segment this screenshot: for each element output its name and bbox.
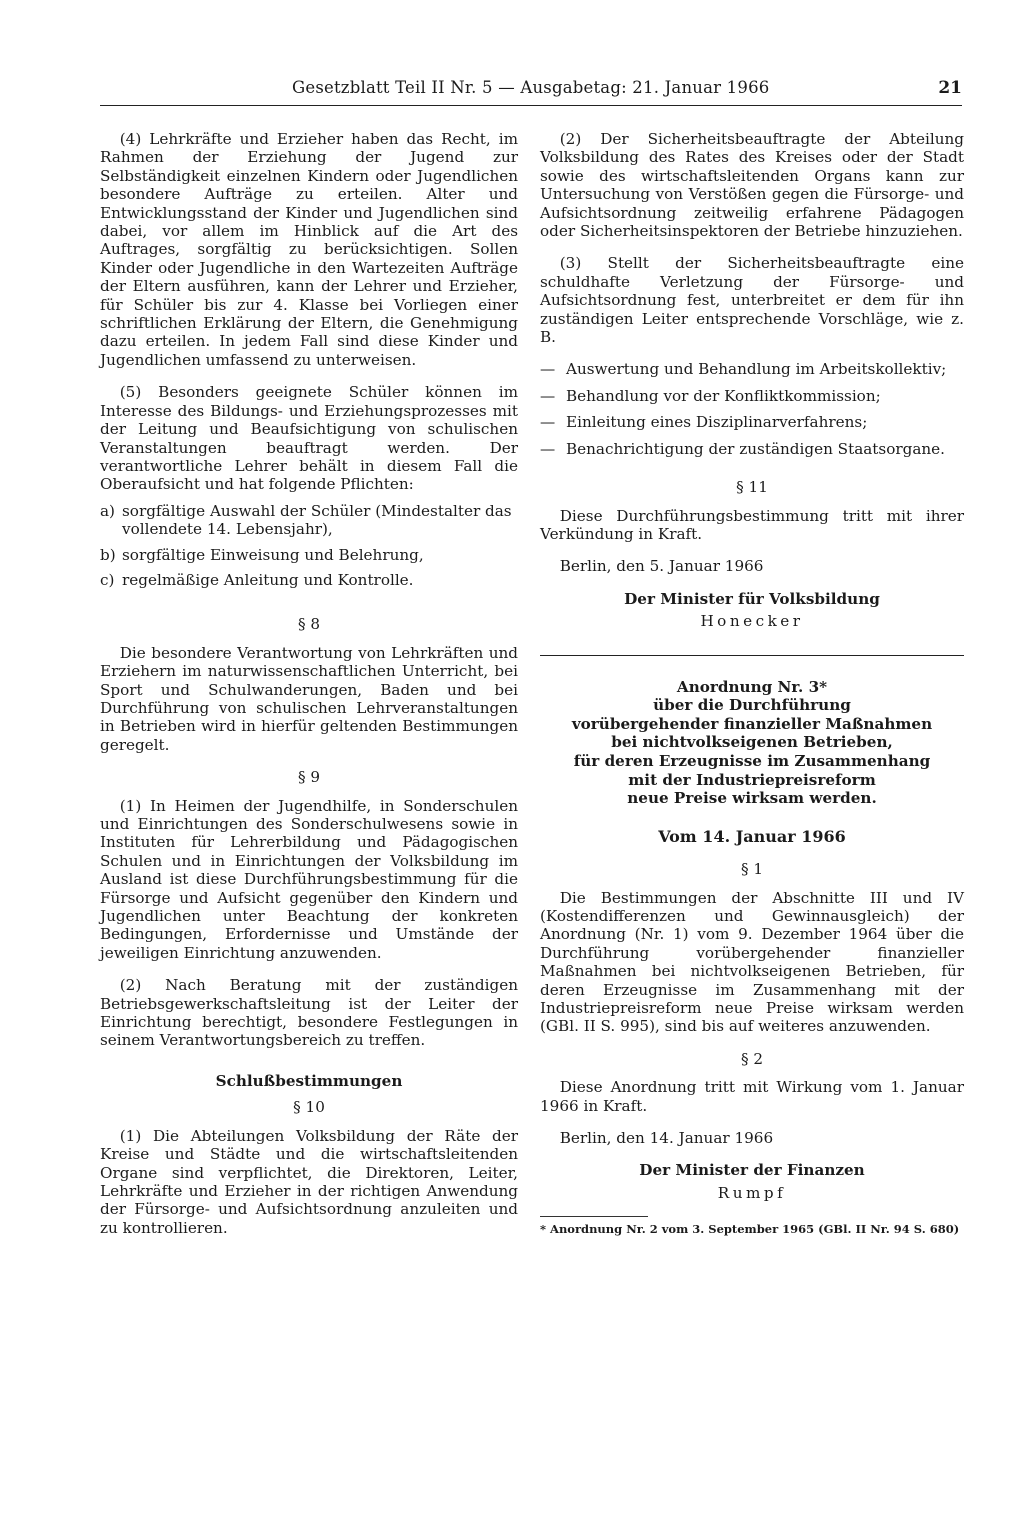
list-marker: a) [100, 501, 115, 520]
final-provisions-heading: Schlußbestimmungen [215, 1071, 403, 1090]
section-8-heading: § 8 [297, 615, 321, 634]
header-title: Gesetzblatt Teil II Nr. 5 — Ausgabetag: 21. Januar 1966 [292, 78, 770, 97]
section-10-paragraph-2: (2) Der Sicherheitsbeauftragte der Abteilung Volksbildung des Rates des Kreises oder der Stadt sowie des wirtschaftsleitenden Organs kann zur Untersuchung von Verstößen gegen die Fürsorge- und Aufsichtsordnung zeitweilig erfahrene Pädagogen oder Sicherheitsinspektoren der Betriebe hinzuziehen. [540, 130, 964, 241]
order-title-line: Anordnung Nr. 3* [676, 677, 828, 696]
city-date-1: Berlin, den 5. Januar 1966 [559, 557, 764, 576]
section-9-heading: § 9 [297, 768, 321, 787]
order-section-2-text: Diese Anordnung tritt mit Wirkung vom 1. Januar 1966 in Kraft. [540, 1078, 964, 1115]
list-text: Benachrichtigung der zuständigen Staatsorgane. [566, 439, 945, 458]
section-9-paragraph-1: (1) In Heimen der Jugendhilfe, in Sonderschulen und Einrichtungen des Sonderschulwesens sowie in Instituten für Lehrerbildung und Pädagogischen Schulen und in Einrichtungen der Volksbildung im Ausland ist diese Durchführungsbestimmung für die Fürsorge und Aufsicht gegenüber den Kindern und Jugendlichen unter Beachtung der konkreten Bedingungen, Erfordernisse und Umstände der jeweiligen Einrichtung anzuwenden. [100, 796, 518, 962]
list-text: sorgfältige Auswahl der Schüler (Mindestalter das vollendete 14. Lebensjahr), [122, 501, 512, 539]
section-10-heading: § 10 [293, 1098, 325, 1117]
header-rule [100, 105, 962, 106]
minister-title-1: Der Minister für Volksbildung [624, 589, 880, 608]
list-text: regelmäßige Anleitung und Kontrolle. [122, 570, 414, 589]
list-item [540, 413, 964, 431]
city-date-2: Berlin, den 14. Januar 1966 [559, 1128, 774, 1147]
dash-marker: — [540, 413, 556, 432]
section-10-paragraph-3: (3) Stellt der Sicherheitsbeauftragte eine schuldhafte Verletzung der Fürsorge- und Aufsichtsordnung fest, unterbreitet er dem für ihn zuständigen Leiter entsprechende Vorschläge, wie z. B. [540, 254, 964, 347]
right-column [540, 130, 964, 1237]
footnote: * Anordnung Nr. 2 vom 3. September 1965 (GBl. II Nr. 94 S. 680) [540, 1222, 960, 1237]
list-item [100, 502, 518, 539]
order-title-line: über die Durchführung [653, 696, 851, 715]
order-section-1-text: Die Bestimmungen der Abschnitte III und IV (Kostendifferenzen und Gewinnausgleich) der Anordnung (Nr. 1) vom 9. Dezember 1964 über die Durchführung vorübergehender finanzieller Maßnahmen bei nichtvolkseigenen Betrieben, für deren Erzeugnisse im Zusammenhang mit der Industriepreisreform neue Preise wirksam werden (GBl. II S. 995), sind bis auf weiteres anzuwenden. [540, 888, 964, 1036]
dash-marker: — [540, 439, 556, 458]
section-10-paragraph-1: (1) Die Abteilungen Volksbildung der Räte der Kreise und Städte und die wirtschaftsleitenden Organe sind verpflichtet, die Direktoren, Leiter, Lehrkräfte und Erzieher in der richtigen Anwendung der Fürsorge- und Aufsichtsordnung anzuleiten und zu kontrollieren. [100, 1126, 518, 1237]
measures-list [540, 360, 964, 458]
minister-name-2: Rumpf [717, 1183, 787, 1202]
order-section-2-heading: § 2 [740, 1049, 764, 1068]
dash-marker: — [540, 386, 556, 405]
footnote-rule [540, 1216, 648, 1217]
paragraph-4: (4) Lehrkräfte und Erzieher haben das Recht, im Rahmen der Erziehung der Jugend zur Selbständigkeit einzelnen Kindern oder Jugendlichen besondere Aufträge zu erteilen. Alter und Entwicklungsstand der Kinder und Jugendlichen sind dabei, vor allem im Hinblick auf die Art des Auftrages, sorgfältig zu berücksichtigen. Sollen Kinder oder Jugendliche in den Wartezeiten Aufträge der Eltern ausführen, kann der Lehrer und Erzieher, für Schüler bis zur 4. Klasse bei Vorliegen einer schriftlichen Erklärung der Eltern, die Genehmigung dazu erteilen. In jedem Fall sind diese Kinder und Jugendlichen umfassend zu unterweisen. [100, 130, 518, 369]
order-title [540, 678, 964, 808]
list-item [540, 360, 964, 378]
order-date: Vom 14. Januar 1966 [658, 826, 846, 846]
list-marker: c) [100, 570, 115, 589]
list-text: Behandlung vor der Konfliktkommission; [566, 386, 881, 405]
paragraph-5: (5) Besonders geeignete Schüler können im Interesse des Bildungs- und Erziehungsprozesses mit der Leitung und Beaufsichtigung von schulischen Veranstaltungen beauftragt werden. Der verantwortliche Lehrer behält in diesem Fall die Oberaufsicht und hat folgende Pflichten: [100, 383, 518, 494]
order-section-1-heading: § 1 [740, 860, 764, 879]
minister-name-1: Honecker [700, 612, 804, 631]
list-text: Einleitung eines Disziplinarverfahrens; [566, 413, 868, 432]
order-title-line: für deren Erzeugnisse im Zusammenhang [573, 751, 931, 770]
list-text: Auswertung und Behandlung im Arbeitskollektiv; [566, 360, 947, 379]
section-divider [540, 655, 964, 656]
order-title-line: mit der Industriepreisreform [628, 770, 876, 789]
order-title-line: bei nichtvolkseigenen Betrieben, [611, 733, 893, 752]
section-11-heading: § 11 [736, 478, 768, 497]
list-marker: b) [100, 545, 116, 564]
page-number: 21 [938, 78, 962, 98]
left-column [100, 130, 518, 1251]
duties-list [100, 502, 518, 590]
list-item [100, 546, 518, 564]
order-title-line: vorübergehender finanzieller Maßnahmen [571, 714, 933, 733]
list-item [540, 387, 964, 405]
list-item [540, 440, 964, 458]
section-9-paragraph-2: (2) Nach Beratung mit der zuständigen Betriebsgewerkschaftsleitung ist der Leiter der Einrichtung berechtigt, besondere Festlegungen in seinem Verantwortungsbereich zu treffen. [100, 976, 518, 1050]
minister-title-2: Der Minister der Finanzen [639, 1161, 865, 1180]
list-text: sorgfältige Einweisung und Belehrung, [122, 545, 424, 564]
section-8-text: Die besondere Verantwortung von Lehrkräften und Erziehern im naturwissenschaftlichen Unterricht, bei Sport und Schulwanderungen, Baden und bei Durchführung von schulischen Lehrveranstaltungen in Betrieben wird in hierfür geltenden Bestimmungen geregelt. [100, 643, 518, 754]
dash-marker: — [540, 360, 556, 379]
section-11-text: Diese Durchführungsbestimmung tritt mit ihrer Verkündung in Kraft. [540, 506, 964, 543]
order-title-line: neue Preise wirksam werden. [627, 789, 877, 808]
page-header [100, 72, 962, 108]
list-item [100, 571, 518, 589]
